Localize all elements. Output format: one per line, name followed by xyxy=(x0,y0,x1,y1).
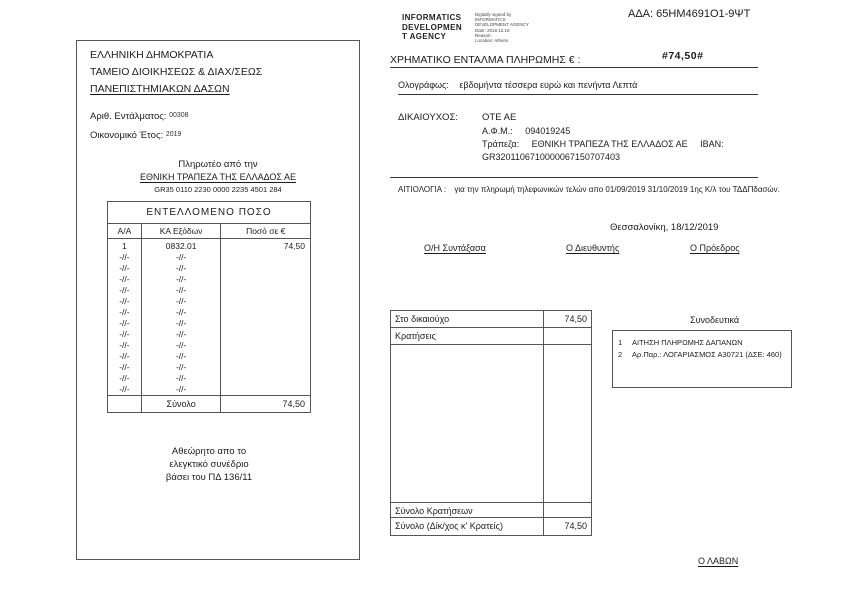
deductions-total-amount xyxy=(543,503,591,517)
attachments-title: Συνοδευτικά xyxy=(690,315,740,325)
afm-value: 094019245 xyxy=(525,126,571,136)
signature-president: Ο Πρόεδρος xyxy=(690,243,740,253)
warrant-number-label: Αριθ. Εντάλματος: xyxy=(90,111,167,122)
amount-table-title: ΕΝΤΕΛΛΟΜΕΝΟ ΠΟΣΟ xyxy=(108,202,311,224)
bank-label: Τράπεζα: xyxy=(482,139,520,149)
issuer-line-3: ΠΑΝΕΠΙΣΤΗΜΙΑΚΩΝ ΔΑΣΩΝ xyxy=(90,83,230,95)
deductions-empty-area xyxy=(391,345,591,503)
fiscal-year-label: Οικονομικό Έτος: xyxy=(90,130,164,141)
amount-col-poso: 74,50 xyxy=(221,239,311,396)
attachment-number: 1 xyxy=(618,338,623,347)
amount-col-header-poso: Ποσό σε € xyxy=(221,224,311,239)
attachment-text: Αρ.Παρ.: ΛΟΓΑΡΙΑΣΜΟΣ Α30721 (ΔΣΕ: 460) xyxy=(632,350,782,359)
issuer-line-1: ΕΛΛΗΝΙΚΗ ΔΗΜΟΚΡΑΤΙΑ xyxy=(90,49,214,61)
deductions-total-label: Σύνολο Κρατήσεων xyxy=(395,506,473,516)
fiscal-year-value: 2019 xyxy=(165,131,182,138)
signature-director: Ο Διευθυντής xyxy=(566,243,620,253)
warrant-title: ΧΡΗΜΑΤΙΚΟ ΕΝΤΑΛΜΑ ΠΛΗΡΩΜΗΣ € : xyxy=(390,54,581,66)
payment-breakdown-table xyxy=(390,310,592,536)
afm-label: Α.Φ.Μ.: xyxy=(482,126,513,136)
deductions-total-row xyxy=(391,503,591,518)
issuer-line-2: ΤΑΜΕΙΟ ΔΙΟΙΚΗΣΕΩΣ & ΔΙΑΧ/ΣΕΩΣ xyxy=(90,66,263,78)
bank-value: ΕΘΝΙΚΗ ΤΡΑΠΕΖΑ ΤΗΣ ΕΛΛΑΔΟΣ ΑΕ xyxy=(531,139,688,149)
to-beneficiary-label: Στο δικαιούχο xyxy=(395,314,450,324)
in-words-label: Ολογράφως: xyxy=(398,80,449,90)
deductions-label: Κρατήσεις xyxy=(395,331,436,341)
stamp-agency-line: INFORMATICS xyxy=(402,13,462,22)
justification-label: ΑΙΤΙΟΛΟΓΙΑ : xyxy=(398,185,447,194)
beneficiary-iban-value: GR3201106710000067150707403 xyxy=(482,152,620,162)
deductions-empty-label xyxy=(391,345,543,502)
deductions-header-row xyxy=(391,328,591,345)
grand-total-amount: 74,50 xyxy=(543,518,591,535)
fiscal-year-row xyxy=(90,130,181,141)
audit-note-line: ελεγκτικό συνέδριο xyxy=(169,459,249,470)
to-beneficiary-row xyxy=(391,311,591,328)
amount-total-spacer xyxy=(108,396,142,413)
deductions-empty-amount xyxy=(543,345,591,502)
attachment-text: ΑΙΤΗΣΗ ΠΛΗΡΩΜΗΣ ΔΑΠΑΝΩΝ xyxy=(632,338,743,347)
warrant-amount: #74,50# xyxy=(662,50,704,62)
digital-signature-agency xyxy=(402,13,462,42)
section-divider xyxy=(390,177,758,178)
payer-bank-name: ΕΘΝΙΚΗ ΤΡΑΠΕΖΑ ΤΗΣ ΕΛΛΑΔΟΣ ΑΕ xyxy=(139,172,296,182)
amount-col-header-aa: Α/Α xyxy=(108,224,142,239)
audit-note-line: Αθεώρητο απο το xyxy=(171,446,247,457)
beneficiary-bank-row xyxy=(482,139,724,149)
iban-label: ΙΒΑΝ: xyxy=(700,139,724,149)
stamp-signature-text: Digitally signed by INFORMATICS DEVELOPMENT AGENCY Date: 2019.12.18 Reason: Location: Athens xyxy=(475,12,529,44)
attachments-list xyxy=(612,330,792,388)
amount-total-label: Σύνολο xyxy=(141,396,221,413)
signature-compiler: Ο/Η Συντάξασα xyxy=(424,243,486,253)
deductions-amount-spacer xyxy=(543,328,591,344)
in-words-value: εβδομήντα τέσσερα ευρώ και πενήντα Λεπτά xyxy=(459,80,638,90)
ordered-amount-table xyxy=(107,201,311,413)
place-date: Θεσσαλονίκη, 18/12/2019 xyxy=(610,222,719,233)
justification-text: για την πληρωμή τηλεφωνικών τελών απο 01/09/2019 31/10/2019 1ης Κ/λ του ΤΔΔΠδασών. xyxy=(454,185,780,194)
stamp-agency-line: DEVELOPMEN xyxy=(402,22,463,32)
issuer-box xyxy=(76,40,360,560)
audit-note-line: βάσει του ΠΔ 136/11 xyxy=(165,472,253,483)
beneficiary-afm-row xyxy=(482,126,570,136)
payer-bank-iban: GR35 0110 2230 0000 2235 4501 284 xyxy=(154,185,282,194)
ada-code: ΑΔΑ: 65ΗΜ4691Ο1-9ΨΤ xyxy=(628,8,751,20)
amount-col-aa: 1 -//- -//- -//- -//- -//- -//- -//- -//- -//- -//- -//- -//- -//- xyxy=(108,239,142,396)
attachment-item xyxy=(618,349,786,361)
attachment-number: 2 xyxy=(618,350,623,359)
audit-exemption-note xyxy=(107,445,311,484)
justification-row xyxy=(398,185,780,194)
receiver-label: Ο ΛΑΒΩΝ xyxy=(698,556,739,566)
amount-in-words-row xyxy=(398,80,758,95)
grand-total-label: Σύνολο (Δίκ/χος κ' Κρατείς) xyxy=(395,521,503,531)
amount-col-header-kae: ΚΑ Εξόδων xyxy=(141,224,221,239)
warrant-number-row xyxy=(90,111,189,122)
payable-label: Πληρωτέο από την xyxy=(178,159,258,170)
amount-col-kae: 0832.01 -//- -//- -//- -//- -//- -//- -//- -//- -//- -//- -//- -//- -//- xyxy=(141,239,221,396)
beneficiary-label: ΔΙΚΑΙΟΥΧΟΣ: xyxy=(398,112,458,123)
amount-total-value: 74,50 xyxy=(221,396,311,413)
stamp-agency-line: T AGENCY xyxy=(402,32,447,41)
warrant-number-value: 00308 xyxy=(169,112,189,119)
warrant-title-row xyxy=(390,50,758,68)
grand-total-row xyxy=(391,518,591,535)
to-beneficiary-amount: 74,50 xyxy=(543,311,591,327)
beneficiary-name: ΟΤΕ ΑΕ xyxy=(482,112,517,123)
attachment-item xyxy=(618,337,786,349)
